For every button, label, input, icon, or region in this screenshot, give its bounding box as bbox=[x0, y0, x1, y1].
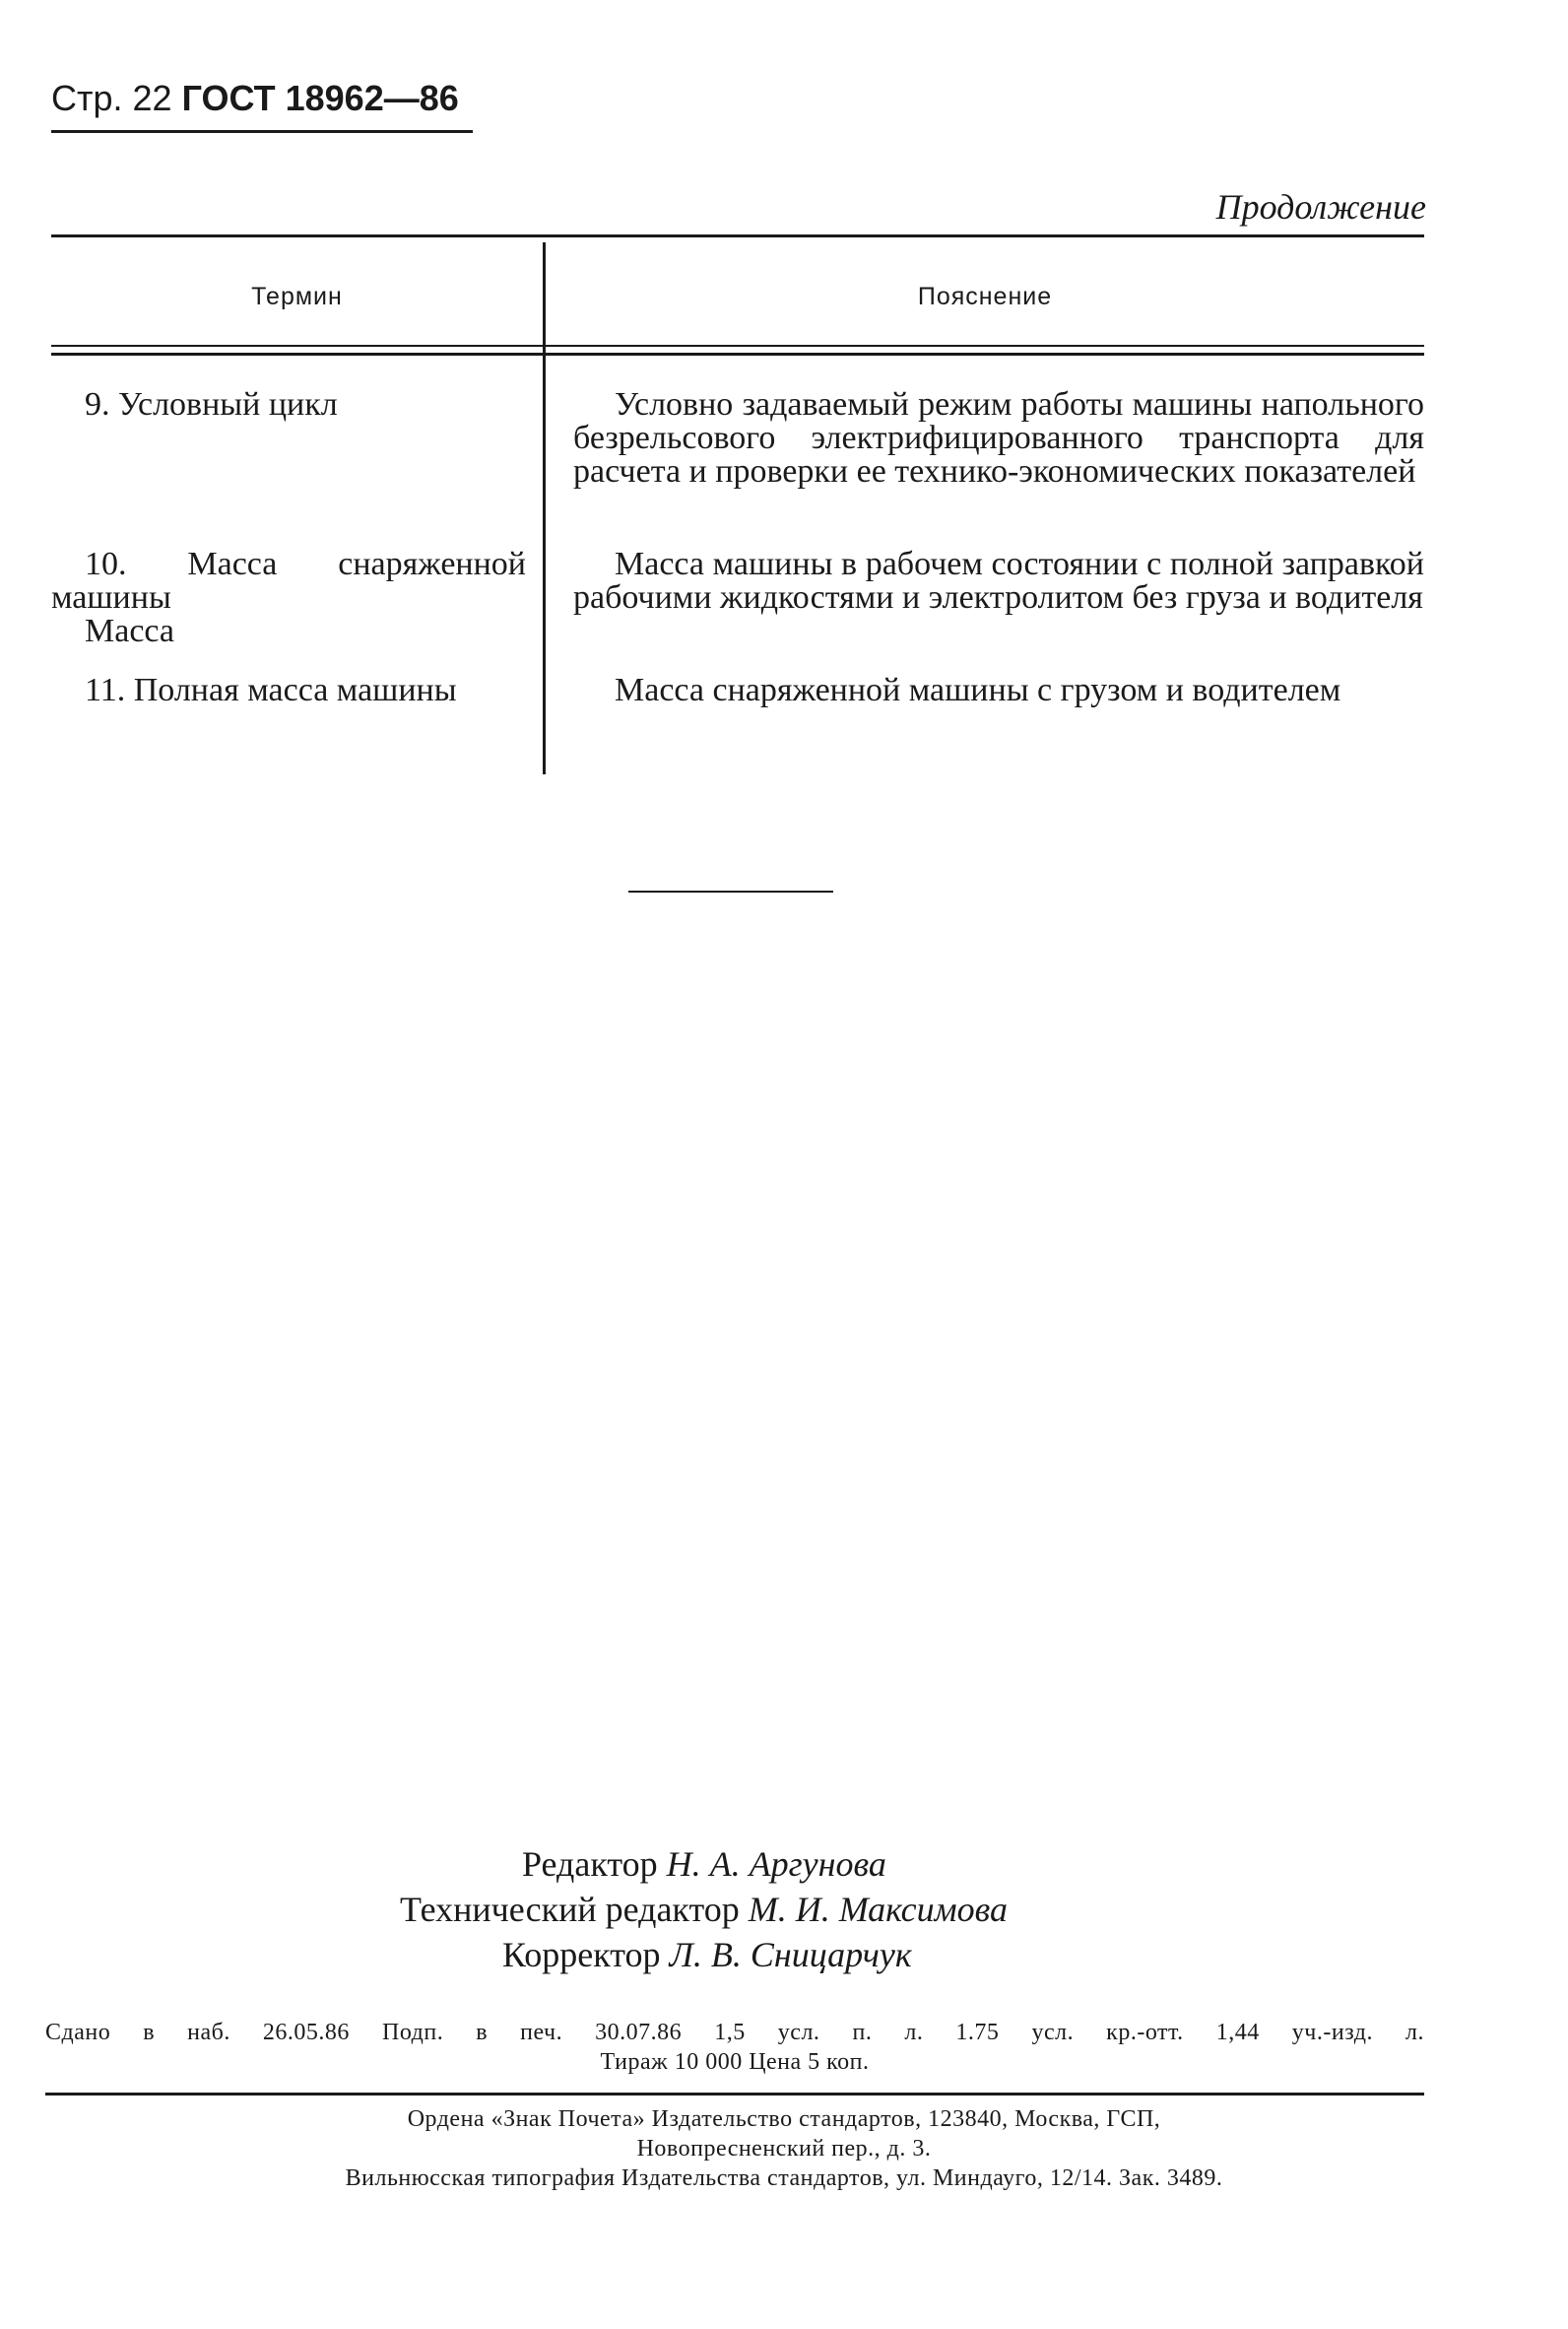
imprint-rule bbox=[45, 2093, 1424, 2096]
term-cell bbox=[51, 674, 526, 707]
credit-editor bbox=[522, 1842, 886, 1886]
printer-line: Вильнюсская типография Издательства стандартов, ул. Миндауго, 12/14. Зак. 3489. bbox=[345, 2165, 1223, 2191]
header-rule bbox=[51, 130, 473, 133]
credit-corrector bbox=[502, 1933, 912, 1976]
column-header-term: Термин bbox=[251, 283, 343, 310]
column-header-explanation: Пояснение bbox=[917, 283, 1053, 310]
publisher-info bbox=[0, 2104, 1568, 2193]
credit-name: Л. В. Сницарчук bbox=[669, 1935, 912, 1974]
end-of-text-rule bbox=[628, 891, 833, 893]
table-header-rule bbox=[51, 353, 1424, 356]
imprint-line: Сдано в наб. 26.05.86 Подп. в печ. 30.07.86 1,5 усл. п. л. 1.75 усл. кр.-отт. 1,44 уч.-изд. л. bbox=[45, 2020, 1424, 2045]
table-top-rule bbox=[51, 234, 1424, 237]
credit-role: Технический редактор bbox=[400, 1890, 740, 1929]
table-header-rule bbox=[51, 345, 1424, 347]
credit-role: Редактор bbox=[522, 1844, 658, 1884]
page-number: Стр. 22 bbox=[51, 78, 172, 118]
term-text-continued: машины bbox=[51, 579, 171, 616]
publisher-line: Ордена «Знак Почета» Издательство стандартов, 123840, Москва, ГСП, bbox=[407, 2106, 1161, 2132]
credit-name: М. И. Максимова bbox=[748, 1890, 1008, 1929]
term-text: 10. Масса снаряженной bbox=[85, 546, 526, 582]
term-short-form: Масса bbox=[85, 613, 175, 649]
term-text: 9. Условный цикл bbox=[85, 386, 338, 423]
explanation-cell: Условно задаваемый режим работы машины напольного безрельсового электрифицированного транспорта для расчета и проверки ее технико-экономических показателей bbox=[573, 386, 1424, 490]
publisher-address: Новопресненский пер., д. 3. bbox=[636, 2136, 932, 2162]
term-text: 11. Полная масса машины bbox=[85, 672, 457, 708]
explanation-cell: Масса машины в рабочем состоянии с полной заправкой рабочими жидкостями и электролитом без груза и водителя bbox=[573, 546, 1424, 616]
print-imprint bbox=[45, 2018, 1424, 2077]
credit-tech-editor bbox=[400, 1888, 1008, 1931]
table-column-divider bbox=[543, 242, 546, 774]
credit-role: Корректор bbox=[502, 1935, 661, 1974]
continuation-label: Продолжение bbox=[1215, 187, 1426, 227]
term-cell bbox=[51, 548, 526, 648]
imprint-circulation: Тираж 10 000 Цена 5 коп. bbox=[600, 2049, 870, 2075]
credit-name: Н. А. Аргунова bbox=[666, 1844, 886, 1884]
page-header bbox=[51, 77, 459, 120]
terms-table bbox=[51, 234, 1424, 774]
explanation-cell: Масса снаряженной машины с грузом и водителем bbox=[615, 672, 1341, 708]
term-cell bbox=[51, 388, 526, 422]
standard-number: ГОСТ 18962—86 bbox=[181, 78, 459, 118]
